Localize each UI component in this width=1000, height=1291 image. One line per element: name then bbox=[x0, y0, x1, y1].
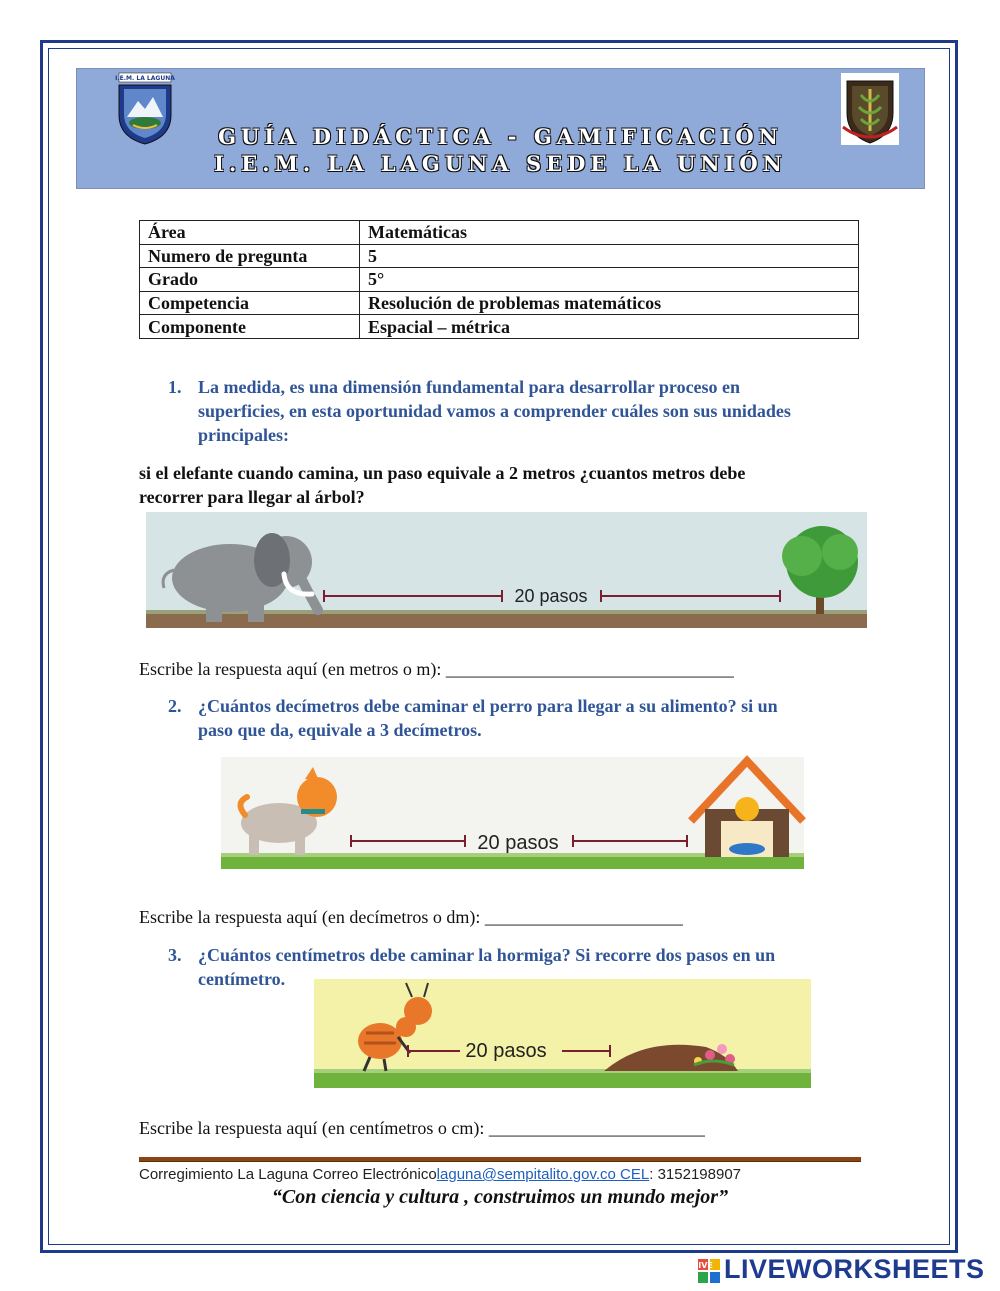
footer-contact bbox=[139, 1166, 741, 1183]
footer-contact-prefix: Corregimiento La Laguna Correo Electrónico bbox=[139, 1166, 437, 1183]
table-key: Grado bbox=[140, 268, 360, 292]
table-row bbox=[140, 315, 859, 339]
brand-text: LIVEWORKSHEETS bbox=[724, 1254, 985, 1284]
table-value: Matemáticas bbox=[360, 221, 859, 245]
question-text-line: ¿Cuántos centímetros debe caminar la hormiga? Si recorre dos pasos en un bbox=[198, 945, 776, 965]
table-row bbox=[140, 221, 859, 245]
table-row bbox=[140, 244, 859, 268]
answer-1-line[interactable]: Escribe la respuesta aquí (en metros o m): ________________________________ bbox=[139, 659, 734, 679]
footer-motto: “Con ciencia y cultura , construimos un mundo mejor” bbox=[271, 1186, 729, 1208]
info-table bbox=[139, 220, 859, 339]
question-text-line: principales: bbox=[198, 425, 290, 445]
table-key: Numero de pregunta bbox=[140, 244, 360, 268]
table-row bbox=[140, 291, 859, 315]
table-value: 5 bbox=[360, 244, 859, 268]
ant-illustration bbox=[314, 979, 811, 1088]
question-text-line: superficies, en esta oportunidad vamos a comprender cuáles son sus unidades bbox=[198, 401, 791, 421]
question-number: 1. bbox=[168, 377, 182, 397]
header-title-line1: GUÍA DIDÁCTICA - GAMIFICACIÓN bbox=[218, 124, 783, 149]
elephant-illustration bbox=[146, 512, 867, 628]
answer-3-line[interactable]: Escribe la respuesta aquí (en centímetros o cm): ________________________ bbox=[139, 1118, 705, 1138]
prompt-line: recorrer para llegar al árbol? bbox=[139, 487, 365, 507]
dog-illustration bbox=[221, 757, 804, 869]
question-text-line: paso que da, equivale a 3 decímetros. bbox=[198, 720, 482, 740]
question-text-line: La medida, es una dimensión fundamental para desarrollar proceso en bbox=[198, 377, 741, 397]
table-key: Competencia bbox=[140, 291, 360, 315]
footer-email-link[interactable]: laguna@sempitalito.gov.co CEL bbox=[436, 1166, 650, 1183]
question-number: 3. bbox=[168, 945, 182, 965]
brand-cube-icon bbox=[693, 1259, 720, 1283]
table-value: 5° bbox=[360, 268, 859, 292]
table-value: Resolución de problemas matemáticos bbox=[360, 291, 859, 315]
steps-label: 20 pasos bbox=[514, 586, 588, 606]
table-value: Espacial – métrica bbox=[360, 315, 859, 339]
question-1-prompt bbox=[139, 461, 839, 509]
question-number: 2. bbox=[168, 696, 182, 716]
answer-2-line[interactable]: Escribe la respuesta aquí (en decímetros o dm): ______________________ bbox=[139, 907, 683, 927]
question-text-line: centímetro. bbox=[198, 969, 286, 989]
question-2 bbox=[168, 694, 868, 744]
table-row bbox=[140, 268, 859, 292]
footer-divider bbox=[139, 1157, 861, 1162]
header-banner bbox=[76, 68, 925, 189]
table-key: Área bbox=[140, 221, 360, 245]
footer-phone: : 3152198907 bbox=[649, 1166, 742, 1183]
question-text-line: ¿Cuántos decímetros debe caminar el perro para llegar a su alimento? si un bbox=[198, 696, 778, 716]
logo-left-text: I.E.M. LA LAGUNA bbox=[115, 75, 175, 82]
question-1 bbox=[168, 375, 868, 449]
steps-label: 20 pasos bbox=[465, 1040, 547, 1062]
prompt-line: si el elefante cuando camina, un paso equivale a 2 metros ¿cuantos metros debe bbox=[139, 463, 746, 483]
table-key: Componente bbox=[140, 315, 360, 339]
brand-cube-letters: LIVE bbox=[693, 1261, 713, 1270]
steps-label: 20 pasos bbox=[477, 832, 559, 854]
header-title-line2: I.E.M. LA LAGUNA SEDE LA UNIÓN bbox=[214, 151, 787, 176]
